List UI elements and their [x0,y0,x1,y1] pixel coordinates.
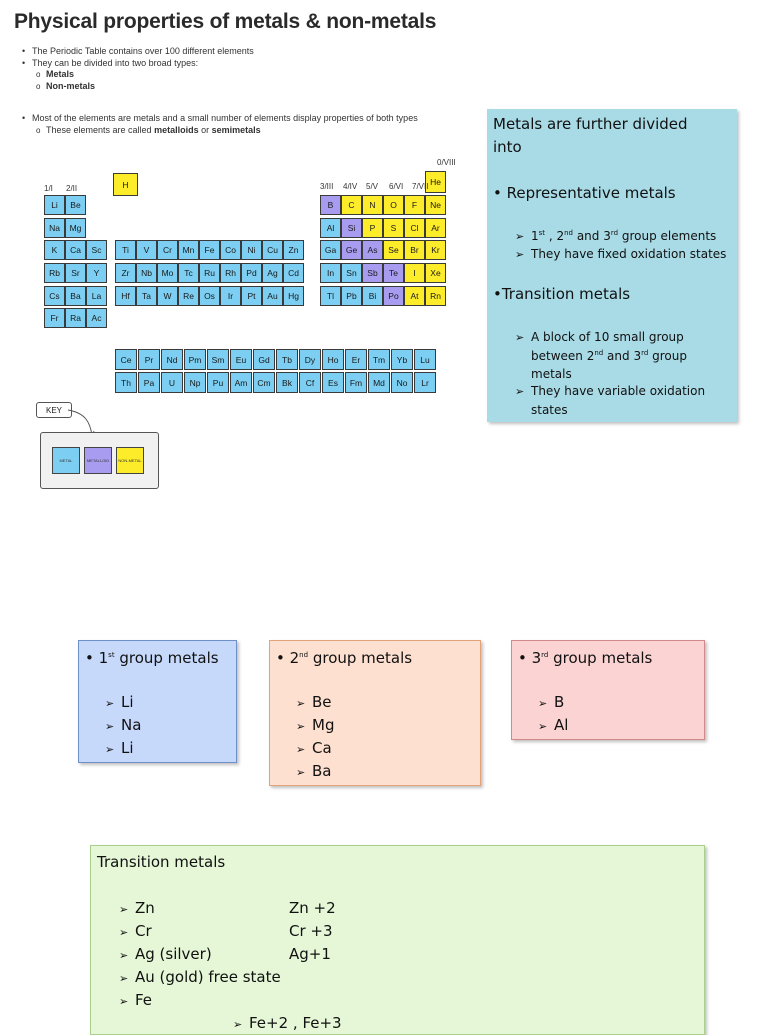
element-cell: Ca [65,240,86,260]
bullet-3-sub-or: or [198,124,212,135]
group-2-item [296,739,332,757]
element-cell: Zn [283,240,304,260]
transition-metal-name: Cr [135,922,152,940]
element-cell: Pm [184,349,206,370]
element-cell: In [320,263,341,283]
element-cell: Co [220,240,241,260]
arrow-icon: ➢ [119,949,129,962]
group-1-rest: group metals [114,649,219,667]
group-2-item-text: Ca [312,739,332,757]
element-cell: Es [322,372,344,393]
element-cell: Tl [320,286,341,306]
group-label: 3/III [320,182,334,191]
group-3-title: • 3rd group metals [518,649,653,667]
element-cell: Nd [161,349,183,370]
arrow-icon: ➢ [105,720,115,733]
bullet-2-sub-2: o Non-metals [36,80,96,91]
trans-item-2 [515,382,705,419]
element-cell: S [383,218,404,238]
transition-metal-name: Fe [135,991,153,1009]
element-cell: U [161,372,183,393]
element-cell: Dy [299,349,321,370]
element-cell: Ni [241,240,262,260]
element-cell: Ru [199,263,220,283]
element-cell: Li [44,195,65,215]
group-label: 2/II [66,184,78,193]
rep-item-1-c: and 3 [573,229,611,243]
group-1-sup: st [108,651,115,659]
element-cell: Ta [136,286,157,306]
element-cell: Ra [65,308,86,328]
representative-metals-title: • Representative metals [493,184,676,202]
transition-metal-name: Au (gold) free state [135,968,281,986]
arrow-icon: ➢ [105,743,115,756]
bullet-2-text: They can be divided into two broad types: [32,57,199,68]
key-metal-swatch: METAL [52,447,80,474]
trans-item-1 [515,328,687,383]
element-cell: Eu [230,349,252,370]
element-cell: Po [383,286,404,306]
element-cell: Xe [425,263,446,283]
transition-metal-name: Ag (silver) [135,945,212,963]
element-cell: Ne [425,195,446,215]
transition-row [119,991,152,1009]
bullet-3: • Most of the elements are metals and a small number of elements display properties of both types [22,113,418,123]
group-3-box [511,640,705,740]
transition-ox: Ag+1 [289,945,331,963]
transition-metals-box [90,845,705,1035]
group-1-box [78,640,237,763]
element-cell: Cf [299,372,321,393]
element-cell: B [320,195,341,215]
arrow-icon: ➢ [296,697,306,710]
element-cell: Cd [283,263,304,283]
arrow-icon: ➢ [515,385,525,398]
group-1-item-text: Li [121,739,134,757]
element-cell: Br [404,240,425,260]
panel-heading-l2: into [493,138,522,156]
element-cell: Cl [404,218,425,238]
element-cell: La [86,286,107,306]
group-3-item [538,716,568,734]
group-3-item-text: Al [554,716,569,734]
transition-row [119,968,281,986]
group-3-rest: group metals [548,649,653,667]
element-cell: Fr [44,308,65,328]
trans-item-1-l2a: between 2 [531,349,595,363]
metalloids-label: metalloids [154,124,199,135]
element-cell: Si [341,218,362,238]
rep-item-1-b: , 2 [545,229,565,243]
transition-metals-title: •Transition metals [493,285,631,303]
bullet-2-sub-1: o Metals [36,69,75,79]
element-cell: Pu [207,372,229,393]
group-1-num: 1 [98,649,109,667]
element-cell: Md [368,372,390,393]
transition-metal-name: Zn [135,899,155,917]
element-cell: Th [115,372,137,393]
group-2-sup: nd [299,651,309,659]
arrow-icon: ➢ [296,766,306,779]
trans-item-1-l2b: and 3 [603,349,642,363]
element-cell: Sr [65,263,86,283]
key-metalloid-swatch: METALLOID [84,447,112,474]
element-cell: Ce [115,349,137,370]
trans-item-1-l3: metals [531,367,572,381]
element-cell: At [404,286,425,306]
arrow-icon: ➢ [538,697,548,710]
element-cell: Cm [253,372,275,393]
element-cell: Sm [207,349,229,370]
group-2-box [269,640,481,786]
group-3-num: 3 [531,649,542,667]
transition-row [119,945,212,963]
element-cell: Tb [276,349,298,370]
group-label: 1/I [44,184,53,193]
page-title: Physical properties of metals & non-metals [14,10,437,33]
group-label: 4/IV [343,182,358,191]
semimetals-label: semimetals [211,124,261,135]
transition-ox: Zn +2 [289,899,336,917]
element-cell: He [425,171,446,193]
element-cell: Te [383,263,404,283]
trans-item-1-sup1: nd [594,349,604,357]
element-cell: Fe [199,240,220,260]
element-cell: Lu [414,349,436,370]
bullet-1-text: The Periodic Table contains over 100 different elements [32,46,254,56]
element-cell: Sn [341,263,362,283]
arrow-icon: ➢ [296,743,306,756]
element-cell: Pt [241,286,262,306]
arrow-icon: ➢ [515,230,525,243]
element-cell: C [341,195,362,215]
group-2-item [296,716,334,734]
arrow-icon: ➢ [105,697,115,710]
element-cell: Se [383,240,404,260]
group-1-item [105,739,134,757]
element-cell: Zr [115,263,136,283]
arrow-icon: ➢ [296,720,306,733]
non-metals-label: Non-metals [46,80,96,91]
element-cell: Ar [425,218,446,238]
group-2-item-text: Ba [312,762,332,780]
element-cell: Ag [262,263,283,283]
rep-item-2-text: They have fixed oxidation states [531,247,727,261]
key-label: KEY [36,402,72,418]
arrow-icon: ➢ [538,720,548,733]
bullet-2: • They can be divided into two broad types: [22,57,199,68]
arrow-icon: ➢ [119,903,129,916]
group-2-item [296,762,331,780]
trans-item-1-l1: A block of 10 small group [531,330,684,344]
element-cell: Mg [65,218,86,238]
element-cell: Ba [65,286,86,306]
metals-classification-panel [487,109,737,422]
trans-item-2-l2: states [531,403,568,417]
rep-item-1-sup1: st [538,229,546,237]
element-cell: W [157,286,178,306]
element-cell: Ge [341,240,362,260]
element-cell: I [404,263,425,283]
element-cell: Kr [425,240,446,260]
rep-item-1 [515,229,716,243]
rep-item-1-a: 1 [531,229,539,243]
element-cell: Gd [253,349,275,370]
rep-item-1-d: group elements [618,229,717,243]
bullet-3-sub: o These elements are called metalloids or semimetals [36,124,261,135]
element-cell: Bi [362,286,383,306]
arrow-icon: ➢ [233,1018,243,1031]
element-cell: Ac [86,308,107,328]
group-2-title: • 2nd group metals [276,649,413,667]
arrow-icon: ➢ [119,972,129,985]
element-cell: Bk [276,372,298,393]
element-cell: Os [199,286,220,306]
group-2-item [296,693,332,711]
group-label: 0/VIII [437,158,456,167]
group-label: 7/VII [412,182,429,191]
element-cell: Cu [262,240,283,260]
bullet-1: • The Periodic Table contains over 100 different elements [22,46,254,56]
element-cell: Rb [44,263,65,283]
rep-item-2 [515,247,726,261]
element-cell: P [362,218,383,238]
element-cell: Cr [157,240,178,260]
element-cell: Np [184,372,206,393]
element-cell: Er [345,349,367,370]
group-1-item [105,693,134,711]
element-cell: Lr [414,372,436,393]
transition-row [119,922,152,940]
group-1-item-text: Na [121,716,142,734]
element-cell: Au [262,286,283,306]
element-cell: Rh [220,263,241,283]
trans-item-2-l1: They have variable oxidation [531,384,706,398]
bullet-3-text: Most of the elements are metals and a small number of elements display properties of both types [32,113,418,123]
fe-oxidation-row [233,1014,342,1032]
trans-item-1-l2c: group [648,349,687,363]
element-cell: Fm [345,372,367,393]
group-3-item-text: B [554,693,565,711]
group-2-num: 2 [289,649,300,667]
metals-label: Metals [46,69,75,79]
element-cell: Pb [341,286,362,306]
group-1-title: • 1st group metals [85,649,219,667]
group-1-item-text: Li [121,693,134,711]
element-cell: Rn [425,286,446,306]
element-cell: Pa [138,372,160,393]
element-cell: Re [178,286,199,306]
element-cell: As [362,240,383,260]
element-cell: H [113,173,138,196]
element-cell: Hg [283,286,304,306]
key-box [40,432,159,489]
element-cell: K [44,240,65,260]
trans-item-1-sup2: rd [641,349,649,357]
arrow-icon: ➢ [119,995,129,1008]
element-cell: Y [86,263,107,283]
element-cell: Be [65,195,86,215]
element-cell: Pd [241,263,262,283]
element-cell: Mn [178,240,199,260]
element-cell: N [362,195,383,215]
element-cell: No [391,372,413,393]
group-1-item [105,716,141,734]
element-cell: Mo [157,263,178,283]
transition-row [119,899,155,917]
arrow-icon: ➢ [119,926,129,939]
panel-heading-l1: Metals are further divided [493,115,688,133]
element-cell: Yb [391,349,413,370]
rep-item-1-sup2: nd [564,229,574,237]
element-cell: O [383,195,404,215]
element-cell: Sc [86,240,107,260]
transition-ox: Cr +3 [289,922,333,940]
element-cell: Tm [368,349,390,370]
group-2-item-text: Mg [312,716,335,734]
element-cell: Pr [138,349,160,370]
group-label: 6/VI [389,182,404,191]
element-cell: F [404,195,425,215]
transition-box-title: Transition metals [97,853,226,871]
arrow-icon: ➢ [515,248,525,261]
element-cell: V [136,240,157,260]
group-2-item-text: Be [312,693,332,711]
group-3-sup: rd [541,651,549,659]
group-2-rest: group metals [308,649,413,667]
element-cell: Sb [362,263,383,283]
element-cell: Am [230,372,252,393]
element-cell: Ho [322,349,344,370]
arrow-icon: ➢ [515,331,525,344]
element-cell: Tc [178,263,199,283]
element-cell: Ti [115,240,136,260]
rep-item-1-sup3: rd [610,229,619,237]
element-cell: Ir [220,286,241,306]
element-cell: Ga [320,240,341,260]
bullet-3-sub-prefix: These elements are called [46,124,155,135]
group-label: 5/V [366,182,379,191]
fe-oxidation-states: Fe+2 , Fe+3 [249,1014,342,1032]
element-cell: Cs [44,286,65,306]
key-nonmetal-swatch: NON-METAL [116,447,144,474]
element-cell: Na [44,218,65,238]
element-cell: Hf [115,286,136,306]
element-cell: Nb [136,263,157,283]
group-3-item [538,693,564,711]
element-cell: Al [320,218,341,238]
